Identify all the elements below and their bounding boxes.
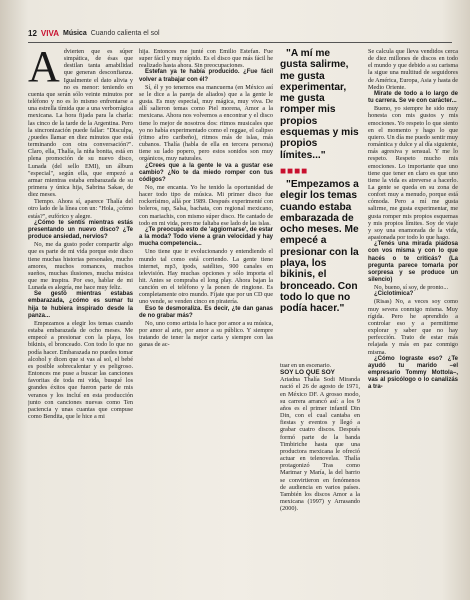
column-3-body (280, 362, 360, 588)
interview-question: ¿Tenés una mirada piadosa con vos misma y con lo que hacés o te criticás? (La pregunta parece tomarla por sorpresa y se produce un silencio) (368, 241, 458, 283)
page-number: 12 (28, 28, 37, 38)
paragraph: No, me encanta. Yo he tenido la oportunidad de hacer todo tipo de música. Mi primer disco fue rockerísimo, allá por 1989. Después experimenté con boleros, rap, Salsa, bachata, con regional mexicano, con mariachis, con mismo súper disco. He cantado de todo en mi vida, pero me faltaba ese lado de las islas. (139, 183, 273, 227)
column-4 (368, 48, 458, 588)
interview-question: ¿Te preocupa esto de 'aggiornarse', de estar a la moda? Todo viene a gran velocidad y hay mucha competencia... (139, 226, 273, 248)
paragraph: Ariadna Thalía Sodi Miranda nació el 26 de agosto de 1971, en México DF. A grosso modo, su carrera arrancó así: a los 9 años es el primer infantil Din Din, con el cual cantaba en fiestas y eventos y llegó a grabar cuatro discos. Después formó parte de la banda Timbiriche hasta que una productora mexicana le ofreció actuar en telenovelas. Thalía protagonizó Tras como Marimar y María, la del barrio se convirtieron en fenómenos de audiencia en varios países. También los discos Amor a la mexicana (1997) y Arrasando (2000). (280, 376, 360, 513)
column-1 (28, 48, 133, 588)
paragraph: No, me da gusto poder compartir algo que es parte de mi vida porque este disco tiene muchas historias personales, mucho amores, muchos romances, muchos sueños, muchas ilusiones, mucha música que me inspira. Por eso, hablar de mi Lunada es alegría, me hace muy feliz. (28, 241, 133, 292)
drop-cap: A (28, 48, 60, 91)
paragraph: No, bueno, sí soy, de pronto... (374, 284, 449, 292)
page-header (28, 26, 452, 40)
pull-quote-column (280, 48, 360, 348)
section-label: Música (62, 29, 87, 37)
paragraph: Empezamos a elegir los temas cuando estaba embarazada de ocho meses. Me empecé a presionar con la playa, los bikinis, el bronceado. Con todo lo que no podía hacer. Embarazada no puedes tomar alcohol y dicen que si vas al sol, el bebé es posible sobrecalentar y es peligroso. Entonces me puse a buscar las canciones favoritas de toda mi vida, busqué los grandes éxitos que fueron parte de mis veranos y los incluí en esta producción junto con canciones nuevas como Ten paciencia y unas cuantas que compuse como Bendita, que le hice a mi (28, 319, 133, 420)
interview-question: ¿Cómo te sentís mientras estás presentando un nuevo disco? ¿Te produce ansiedad, nervios? (28, 219, 133, 241)
paragraph: dvierten que es súper simpática, de ésas que destilan tanta amabilidad que generan desconfianza. Igualmente el dato alivia y no es menor: teniendo en cuenta que serán sólo veinte minutos por teléfono y no es lo mismo enfrentarse a una estrella tímida que a una verborrágica mexicana. La hora fijada para la charla: las cinco de la tarde de la Argentina. Pero la sincronización puede fallar: "Disculpa, ¿puedes llamar en diez minutos que está terminando con otra conversación?". Claro, ella, Thalía, la niña bonita, está en plena promoción de su nuevo disco, Lunada (del sello EMI), un álbum "especial", según ella, que empezó a armar mientras estaba embarazada de su primera y única hija, Sabrina Sakae, de diez meses. (28, 48, 133, 199)
paragraph: Sí, él y yo tenemos esa mancuerna (en México así se le dice a la pareja de aliados) que a la gente le gusta. Es muy especial, muy mágica, muy viva. De allí salieron temas como Piel morena, Amor a la mexicana. Ahora nos volvemos a encontrar y el disco tiene lo mejor de nosotros dos: ritmos musicales que yo no había experimentado como el reggae, el calipso (ritmo afro caribeño), ritmos más de islas, más cubanos. Thalía (habla de ella en tercera persona) tiene su lado popero, pero estos sonidos son muy orgánicos, muy naturales. (139, 83, 273, 163)
paragraph: tuar en un escenario. (280, 362, 332, 369)
paragraph: Tiempo. Ahora sí, aparece Thalía del otro lado de la línea con un: "Hola, ¿cómo estás?", eufórico y alegre. (28, 198, 133, 220)
pull-quote-2: "Empezamos a elegir los temas cuando estaba embarazada de ocho meses. Me empecé a presionar con la playa, los bikinis, el bronceado. Con todo lo que no podía hacer." (280, 178, 359, 315)
interview-question: ¿Ciclotímica? (374, 291, 414, 298)
paragraph: Bueno, yo siempre he sido muy honesta con mis gustos y mis emociones. Yo respeto lo que siento en el momento y hago lo que quiero. Un día me puedo sentir muy romántica y dulce y al día siguiente, más agresiva y sensual. Y me lo respeto. Respeto mucho mis emociones. Lo importante que uno tiene que tener en claro es que uno tiene la vida es atreverse a hacerlo. La gente se queda en su zona de confort muy a menudo, porque está cómoda. Pero a mí me gusta salirme, me gusta experimentar, me gusta romper mis propios esquemas y mis propios límites. Soy de viaje y soy una enamorada de la vida, apasionada por todo lo que hago. (368, 105, 458, 242)
interview-question: Se gestó mientras estabas embarazada, ¿cómo es sumar tu hija te hubiera inspirado desde la panza... (28, 291, 133, 319)
column-2 (139, 48, 273, 588)
section-subtitle: Cuando calienta el sol (90, 29, 160, 37)
paragraph: Se calcula que lleva vendidos cerca de diez millones de discos en todo el mundo y que debido a su carisma la sigue una multitud de seguidores de América, Europa, Asia y hasta de Medio Oriente. (368, 48, 458, 91)
interview-question: Eso te desmoraliza. Es decir, ¿te dan ganas de no grabar más? (139, 305, 273, 319)
header-rule (28, 42, 452, 43)
paragraph: hija. Entonces me junté con Emilio Estefan. Fue super fácil y muy rápido. Es el disco que más fácil he realizado hasta ahora. Sin preocupaciones. (139, 48, 273, 70)
interview-question: ¿Crees que a la gente le va a gustar ese cambio? ¿No te da miedo romper con tus códigos? (139, 162, 273, 183)
paragraph: No, uno como artista lo hace por amor a su música, por amor al arte, por amor a su público. Y siempre tratando de tener la mejor carta y siempre con las ganas de ac- (139, 319, 273, 349)
paragraph: (Risas) No, a veces soy como muy severa conmigo misma. Muy rígida. Pero he aprendido a controlar eso y a permitirme explorar y saber que no hay perfección. Trato de estar más relajada y más en paz conmigo misma. (368, 298, 458, 356)
paragraph: Uno tiene que ir evolucionando y entendiendo el mundo tal como está corriendo. La gente tiene internet, mp3, ipods, satélites, 900 canales en televisión. Hay muchas opciones y sólo importa el hit. Antes se compraba el long play. Ahora bajan la canción en el teléfono y la ponen de ringtone. Es completamente otro mundo. Fíjate que por un CD que uno vende, se venden cinco en piratería. (139, 248, 273, 306)
interview-question: Estefan ya te había producido. ¿Fue fácil volver a trabajar con él? (139, 69, 273, 83)
interview-question: Mirate de todo a lo largo de tu carrera. Se ve con carácter... (368, 90, 458, 105)
pull-quote-1: "A mí me gusta salirme, me gusta experimentar, me gusta romper mis propios esquemas y mis propios límites..." (280, 48, 359, 161)
interview-question: ¿Cómo lograste eso? ¿Te ayudó tu marido –el empresario Tommy Mottola–, vas al psicólogo o lo canalizás a tra- (368, 355, 458, 391)
brand-label: VIVA (40, 28, 59, 38)
subhead-soy-lo-que-soy: SOY LO QUE SOY (280, 369, 335, 377)
separator-dots: ■■■■ (280, 165, 309, 177)
